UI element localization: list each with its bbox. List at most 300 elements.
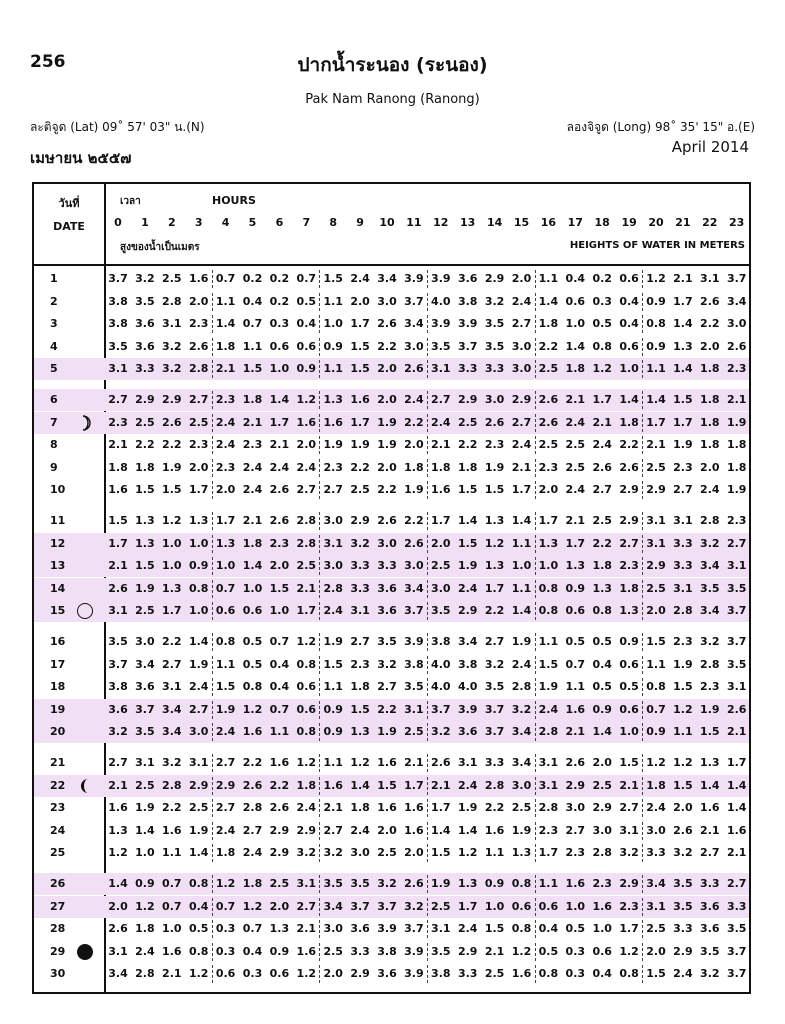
height-value: 0.6 bbox=[215, 967, 236, 981]
column-group-separator bbox=[319, 777, 320, 795]
height-value: 1.9 bbox=[726, 483, 747, 497]
column-group-separator bbox=[212, 293, 213, 311]
height-value: 0.6 bbox=[296, 702, 317, 716]
column-group-separator bbox=[535, 701, 536, 719]
height-value: 3.2 bbox=[135, 272, 155, 285]
height-value: 1.1 bbox=[646, 362, 666, 376]
day-number: 9 bbox=[50, 460, 58, 474]
height-value: 2.7 bbox=[484, 635, 505, 648]
hour-header: 18 bbox=[594, 216, 610, 229]
height-value: 3.5 bbox=[108, 339, 128, 353]
height-value: 2.8 bbox=[135, 967, 155, 981]
column-group-separator bbox=[427, 459, 428, 477]
height-value: 2.7 bbox=[673, 483, 693, 497]
height-value: 2.7 bbox=[188, 702, 209, 716]
height-value: 0.4 bbox=[619, 317, 639, 331]
height-value: 3.5 bbox=[673, 877, 693, 890]
day-number: 4 bbox=[50, 339, 58, 353]
table-row bbox=[34, 336, 749, 358]
column-group-separator bbox=[319, 898, 320, 916]
height-value: 2.4 bbox=[511, 438, 532, 452]
height-value: 1.3 bbox=[135, 514, 155, 527]
height-value: 3.4 bbox=[726, 294, 747, 308]
table-row bbox=[34, 389, 749, 411]
height-value: 0.5 bbox=[296, 294, 317, 308]
height-value: 3.7 bbox=[431, 702, 451, 716]
height-value: 3.1 bbox=[108, 944, 128, 958]
table-row bbox=[34, 578, 749, 600]
height-value: 2.4 bbox=[565, 415, 586, 429]
height-value: 2.4 bbox=[538, 702, 559, 716]
height-value: 1.6 bbox=[431, 483, 451, 497]
height-value: 2.1 bbox=[565, 725, 586, 739]
day-number: 19 bbox=[50, 702, 66, 716]
height-value: 2.5 bbox=[592, 778, 612, 792]
day-number: 22 bbox=[50, 778, 66, 792]
height-value: 0.4 bbox=[242, 294, 263, 308]
height-value: 1.0 bbox=[565, 899, 586, 913]
height-value: 0.6 bbox=[565, 604, 586, 618]
column-group-separator bbox=[319, 965, 320, 983]
height-value: 2.6 bbox=[108, 581, 128, 595]
column-group-separator bbox=[642, 391, 643, 409]
height-value: 2.6 bbox=[484, 415, 505, 429]
height-value: 2.8 bbox=[538, 725, 559, 739]
height-value: 1.4 bbox=[511, 514, 532, 527]
height-value: 3.3 bbox=[673, 922, 693, 936]
height-value: 1.4 bbox=[188, 846, 209, 860]
height-value: 2.6 bbox=[726, 339, 747, 353]
height-value: 1.0 bbox=[269, 362, 290, 376]
height-value: 1.9 bbox=[135, 801, 155, 815]
table-row bbox=[34, 963, 749, 985]
height-value: 2.0 bbox=[350, 294, 370, 308]
height-value: 1.8 bbox=[726, 438, 747, 452]
height-value: 1.6 bbox=[323, 415, 343, 429]
table-row bbox=[34, 752, 749, 774]
height-value: 0.4 bbox=[619, 294, 639, 308]
height-value: 2.4 bbox=[592, 438, 612, 452]
height-value: 3.1 bbox=[162, 317, 182, 331]
column-group-separator bbox=[212, 459, 213, 477]
height-value: 2.2 bbox=[377, 483, 397, 497]
column-group-separator bbox=[535, 535, 536, 553]
height-value: 2.3 bbox=[323, 460, 343, 474]
height-value: 2.2 bbox=[162, 438, 182, 452]
height-value: 3.3 bbox=[457, 362, 478, 376]
height-value: 0.6 bbox=[619, 657, 639, 671]
hour-header: 3 bbox=[194, 216, 203, 229]
height-value: 2.4 bbox=[404, 393, 424, 406]
height-value: 1.0 bbox=[162, 559, 182, 573]
height-value: 3.2 bbox=[484, 294, 505, 308]
column-group-separator bbox=[212, 535, 213, 553]
height-value: 1.9 bbox=[726, 415, 747, 429]
height-value: 2.3 bbox=[619, 559, 639, 573]
height-value: 2.1 bbox=[700, 823, 720, 837]
height-value: 2.0 bbox=[646, 944, 666, 958]
height-value: 3.2 bbox=[484, 657, 505, 671]
height-value: 0.6 bbox=[269, 339, 290, 353]
height-value: 2.1 bbox=[726, 846, 747, 860]
height-value: 3.2 bbox=[162, 362, 182, 376]
table-row bbox=[34, 600, 749, 622]
height-value: 0.8 bbox=[592, 339, 612, 353]
height-value: 1.6 bbox=[404, 823, 424, 837]
height-value: 2.3 bbox=[726, 514, 747, 527]
column-group-separator bbox=[427, 436, 428, 454]
height-value: 2.5 bbox=[135, 415, 155, 429]
height-value: 2.9 bbox=[511, 393, 532, 406]
height-value: 0.9 bbox=[619, 635, 639, 648]
column-group-separator bbox=[319, 557, 320, 575]
height-value: 3.4 bbox=[404, 317, 424, 331]
height-value: 0.3 bbox=[592, 294, 612, 308]
height-value: 1.6 bbox=[269, 756, 290, 769]
height-value: 2.0 bbox=[538, 483, 559, 497]
height-value: 4.0 bbox=[431, 680, 451, 694]
height-value: 2.2 bbox=[484, 801, 505, 815]
column-group-separator bbox=[212, 701, 213, 719]
column-group-separator bbox=[319, 701, 320, 719]
hour-header: 14 bbox=[486, 216, 503, 229]
height-value: 2.3 bbox=[726, 362, 747, 376]
height-value: 2.4 bbox=[350, 823, 370, 837]
height-value: 0.6 bbox=[296, 339, 317, 353]
table-row bbox=[34, 412, 749, 434]
height-value: 1.6 bbox=[404, 801, 424, 815]
height-value: 0.8 bbox=[646, 317, 666, 331]
height-value: 1.2 bbox=[511, 944, 532, 958]
hour-header: 15 bbox=[513, 216, 530, 229]
height-value: 2.6 bbox=[162, 415, 182, 429]
height-value: 2.9 bbox=[350, 514, 370, 527]
height-value: 1.6 bbox=[377, 801, 397, 815]
hour-header: 23 bbox=[729, 216, 745, 229]
column-group-separator bbox=[212, 920, 213, 938]
column-group-separator bbox=[427, 338, 428, 356]
height-value: 3.6 bbox=[377, 581, 397, 595]
height-value: 2.9 bbox=[269, 823, 290, 837]
height-value: 0.6 bbox=[619, 339, 639, 353]
date-header-thai: วันที่ bbox=[58, 197, 80, 210]
height-value: 2.8 bbox=[242, 801, 263, 815]
height-value: 2.9 bbox=[269, 846, 290, 860]
column-group-separator bbox=[535, 943, 536, 961]
day-number: 21 bbox=[50, 756, 66, 769]
height-value: 3.7 bbox=[726, 635, 747, 648]
height-value: 2.3 bbox=[242, 438, 263, 452]
height-value: 1.0 bbox=[135, 846, 155, 860]
height-value: 2.4 bbox=[135, 944, 155, 958]
height-value: 1.4 bbox=[673, 317, 693, 331]
height-value: 1.3 bbox=[511, 846, 532, 860]
height-value: 1.5 bbox=[377, 778, 397, 792]
height-value: 2.7 bbox=[215, 801, 236, 815]
column-group-separator bbox=[427, 391, 428, 409]
height-value: 2.1 bbox=[296, 581, 317, 595]
day-number: 17 bbox=[50, 657, 66, 671]
height-value: 2.6 bbox=[269, 483, 290, 497]
height-value: 0.5 bbox=[619, 680, 639, 694]
height-value: 2.9 bbox=[592, 801, 612, 815]
height-value: 1.6 bbox=[484, 823, 505, 837]
height-value: 2.7 bbox=[215, 756, 236, 769]
height-value: 1.4 bbox=[726, 801, 747, 815]
height-value: 1.0 bbox=[215, 559, 236, 573]
height-value: 1.5 bbox=[135, 483, 155, 497]
column-group-separator bbox=[319, 723, 320, 741]
height-value: 2.5 bbox=[646, 581, 666, 595]
column-group-separator bbox=[535, 844, 536, 862]
height-value: 1.9 bbox=[188, 823, 209, 837]
height-value: 2.0 bbox=[188, 294, 209, 308]
height-value: 1.2 bbox=[457, 846, 478, 860]
height-value: 2.1 bbox=[108, 559, 128, 573]
height-value: 1.9 bbox=[431, 877, 451, 890]
height-value: 0.9 bbox=[269, 944, 290, 958]
height-value: 1.8 bbox=[108, 460, 128, 474]
height-value: 0.9 bbox=[323, 339, 343, 353]
height-value: 0.9 bbox=[296, 362, 317, 376]
column-group-separator bbox=[212, 822, 213, 840]
column-group-separator bbox=[212, 777, 213, 795]
column-group-separator bbox=[535, 338, 536, 356]
height-value: 2.9 bbox=[135, 393, 155, 406]
height-value: 2.3 bbox=[565, 846, 586, 860]
height-value: 1.5 bbox=[431, 846, 451, 860]
height-value: 0.5 bbox=[538, 944, 559, 958]
height-value: 2.0 bbox=[377, 362, 397, 376]
height-value: 1.8 bbox=[404, 460, 424, 474]
hour-header: 7 bbox=[302, 216, 311, 229]
column-group-separator bbox=[212, 481, 213, 499]
height-value: 1.4 bbox=[565, 339, 586, 353]
height-value: 3.1 bbox=[646, 514, 666, 527]
height-value: 2.4 bbox=[431, 415, 451, 429]
height-value: 1.0 bbox=[162, 536, 182, 550]
height-value: 2.7 bbox=[431, 393, 451, 406]
height-value: 0.4 bbox=[269, 657, 290, 671]
height-value: 1.7 bbox=[188, 483, 209, 497]
height-value: 1.8 bbox=[215, 339, 236, 353]
height-value: 2.7 bbox=[323, 483, 343, 497]
height-value: 3.7 bbox=[726, 967, 747, 981]
hour-header: 20 bbox=[648, 216, 664, 229]
height-value: 0.4 bbox=[296, 317, 317, 331]
height-value: 3.0 bbox=[646, 823, 666, 837]
height-value: 1.6 bbox=[592, 899, 612, 913]
height-value: 0.8 bbox=[188, 944, 209, 958]
height-value: 1.7 bbox=[726, 756, 747, 769]
height-value: 0.4 bbox=[592, 657, 612, 671]
column-group-separator bbox=[642, 656, 643, 674]
height-value: 1.1 bbox=[269, 725, 290, 739]
table-row bbox=[34, 358, 749, 380]
height-value: 0.8 bbox=[619, 967, 639, 981]
height-value: 2.7 bbox=[350, 635, 370, 648]
height-value: 0.3 bbox=[565, 944, 586, 958]
column-group-separator bbox=[535, 436, 536, 454]
table-row bbox=[34, 918, 749, 940]
height-value: 1.0 bbox=[323, 317, 343, 331]
column-group-separator bbox=[319, 436, 320, 454]
height-value: 1.1 bbox=[323, 362, 343, 376]
hour-header: 17 bbox=[567, 216, 583, 229]
height-value: 0.9 bbox=[592, 702, 612, 716]
height-value: 0.9 bbox=[646, 339, 666, 353]
height-value: 1.4 bbox=[457, 514, 478, 527]
column-group-separator bbox=[427, 535, 428, 553]
height-value: 3.5 bbox=[431, 339, 451, 353]
height-value: 3.3 bbox=[726, 899, 747, 913]
hour-header: 5 bbox=[248, 216, 257, 229]
column-group-separator bbox=[427, 965, 428, 983]
height-value: 2.6 bbox=[673, 823, 693, 837]
table-row bbox=[34, 510, 749, 532]
column-group-separator bbox=[427, 481, 428, 499]
column-group-separator bbox=[535, 965, 536, 983]
height-value: 2.5 bbox=[484, 967, 505, 981]
height-value: 3.1 bbox=[726, 680, 747, 694]
height-value: 0.8 bbox=[538, 581, 559, 595]
height-value: 1.4 bbox=[619, 393, 639, 406]
column-group-separator bbox=[319, 844, 320, 862]
height-value: 2.0 bbox=[377, 460, 397, 474]
height-value: 1.5 bbox=[538, 657, 559, 671]
height-value: 2.6 bbox=[592, 460, 612, 474]
column-group-separator bbox=[535, 270, 536, 288]
height-value: 2.8 bbox=[323, 581, 343, 595]
height-value: 1.7 bbox=[538, 514, 559, 527]
hour-header: 11 bbox=[406, 216, 422, 229]
height-value: 1.2 bbox=[242, 702, 263, 716]
column-group-separator bbox=[319, 459, 320, 477]
height-value: 0.4 bbox=[269, 680, 290, 694]
height-value: 1.3 bbox=[484, 514, 505, 527]
column-group-separator bbox=[535, 678, 536, 696]
height-value: 2.4 bbox=[673, 967, 693, 981]
height-value: 1.7 bbox=[673, 415, 693, 429]
height-value: 0.7 bbox=[215, 899, 236, 913]
height-value: 1.9 bbox=[538, 680, 559, 694]
hour-header: 0 bbox=[114, 216, 122, 229]
height-value: 0.8 bbox=[296, 725, 317, 739]
height-value: 1.6 bbox=[511, 967, 532, 981]
height-value: 1.2 bbox=[162, 514, 182, 527]
column-group-separator bbox=[535, 557, 536, 575]
height-value: 3.1 bbox=[673, 581, 693, 595]
height-value: 2.4 bbox=[350, 272, 370, 285]
height-value: 2.2 bbox=[404, 415, 424, 429]
height-value: 0.9 bbox=[565, 581, 586, 595]
column-group-separator bbox=[212, 898, 213, 916]
column-group-separator bbox=[642, 535, 643, 553]
height-value: 0.7 bbox=[215, 581, 236, 595]
column-group-separator bbox=[642, 557, 643, 575]
height-value: 2.0 bbox=[377, 393, 397, 406]
height-value: 2.1 bbox=[162, 967, 182, 981]
day-number: 12 bbox=[50, 536, 66, 550]
height-value: 1.3 bbox=[457, 877, 478, 890]
height-value: 1.4 bbox=[700, 778, 720, 792]
height-value: 1.9 bbox=[188, 657, 209, 671]
height-value: 2.7 bbox=[296, 899, 317, 913]
column-group-separator bbox=[212, 414, 213, 432]
column-group-separator bbox=[642, 481, 643, 499]
column-group-separator bbox=[535, 580, 536, 598]
height-value: 3.5 bbox=[431, 604, 451, 618]
height-value: 2.7 bbox=[323, 823, 343, 837]
height-value: 2.6 bbox=[726, 702, 747, 716]
column-group-separator bbox=[642, 678, 643, 696]
height-value: 1.2 bbox=[135, 899, 155, 913]
column-group-separator bbox=[535, 459, 536, 477]
height-value: 1.0 bbox=[538, 559, 559, 573]
height-value: 3.0 bbox=[592, 823, 612, 837]
height-value: 2.2 bbox=[404, 514, 424, 527]
height-value: 2.6 bbox=[377, 317, 397, 331]
height-value: 4.0 bbox=[457, 680, 478, 694]
height-value: 2.6 bbox=[538, 393, 559, 406]
height-value: 2.4 bbox=[215, 725, 236, 739]
height-value: 2.0 bbox=[296, 438, 317, 452]
height-value: 1.0 bbox=[511, 559, 532, 573]
height-value: 2.9 bbox=[215, 778, 236, 792]
column-group-separator bbox=[535, 602, 536, 620]
height-value: 2.1 bbox=[726, 725, 747, 739]
column-group-separator bbox=[642, 360, 643, 378]
height-value: 1.7 bbox=[484, 581, 505, 595]
height-value: 2.5 bbox=[162, 272, 182, 285]
height-value: 1.5 bbox=[673, 778, 693, 792]
height-value: 1.1 bbox=[538, 877, 559, 890]
table-row bbox=[34, 291, 749, 313]
height-value: 3.9 bbox=[431, 272, 451, 285]
height-value: 1.4 bbox=[511, 604, 532, 618]
height-value: 3.7 bbox=[350, 899, 370, 913]
height-value: 0.3 bbox=[565, 967, 586, 981]
height-value: 3.5 bbox=[377, 635, 397, 648]
height-value: 1.5 bbox=[242, 362, 263, 376]
height-value: 0.5 bbox=[592, 635, 612, 648]
column-group-separator bbox=[427, 701, 428, 719]
height-value: 2.6 bbox=[269, 801, 290, 815]
height-value: 2.1 bbox=[592, 415, 612, 429]
column-group-separator bbox=[427, 414, 428, 432]
height-value: 0.7 bbox=[269, 702, 290, 716]
column-group-separator bbox=[427, 512, 428, 530]
height-value: 1.6 bbox=[323, 778, 343, 792]
height-value: 3.6 bbox=[377, 604, 397, 618]
height-value: 2.3 bbox=[215, 460, 236, 474]
height-value: 2.2 bbox=[592, 536, 612, 550]
height-value: 3.2 bbox=[323, 846, 343, 860]
column-group-separator bbox=[427, 360, 428, 378]
height-value: 1.3 bbox=[188, 514, 209, 527]
table-row bbox=[34, 699, 749, 721]
column-group-separator bbox=[535, 754, 536, 772]
height-value: 2.4 bbox=[242, 483, 263, 497]
height-value: 3.3 bbox=[135, 362, 155, 376]
month-label-thai: เมษายน ๒๕๕๗ bbox=[30, 149, 132, 167]
table-row bbox=[34, 797, 749, 819]
height-value: 2.3 bbox=[538, 823, 559, 837]
height-value: 2.8 bbox=[511, 680, 532, 694]
day-number: 6 bbox=[50, 393, 58, 406]
column-group-separator bbox=[535, 293, 536, 311]
height-value: 0.4 bbox=[592, 967, 612, 981]
